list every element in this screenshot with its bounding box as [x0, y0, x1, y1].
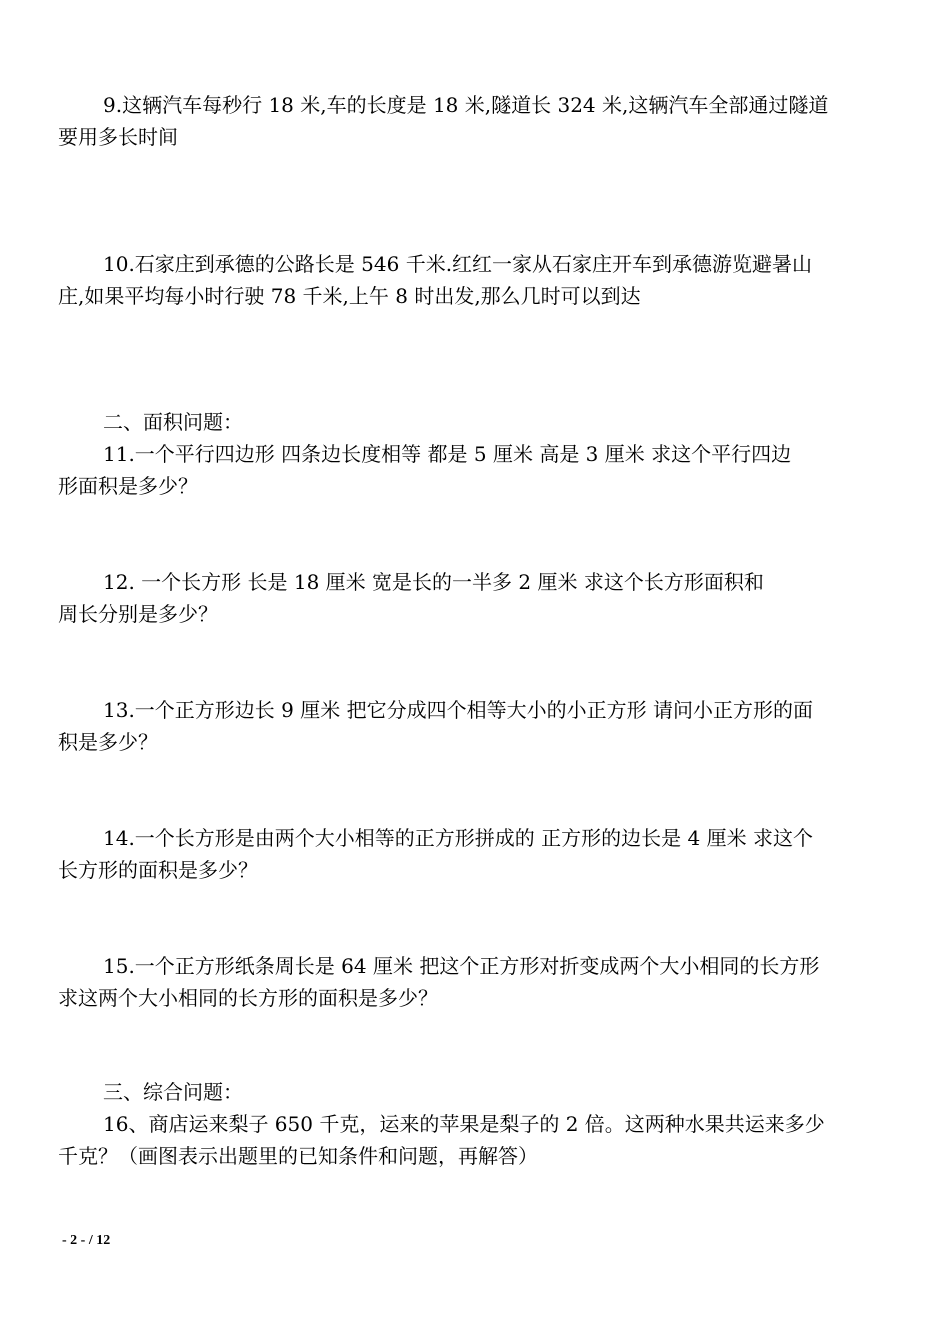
section-heading-area: 二、面积问题：	[103, 410, 243, 434]
question-9-line-1: 9.这辆汽车每秒行 18 米,车的长度是 18 米,隧道长 324 米,这辆汽车全部通过隧道	[103, 93, 829, 117]
question-10-line-1: 10.石家庄到承德的公路长是 546 千米.红红一家从石家庄开车到承德游览避暑山	[103, 252, 813, 276]
page-number: - 2 - / 12	[62, 1233, 111, 1248]
section-heading-combined: 三、综合问题：	[103, 1080, 243, 1104]
question-14-line-2: 长方形的面积是多少？	[58, 858, 258, 882]
question-15-line-1: 15.一个正方形纸条周长是 64 厘米 把这个正方形对折变成两个大小相同的长方形	[103, 954, 820, 978]
question-13-line-2: 积是多少？	[58, 730, 158, 754]
question-13-line-1: 13.一个正方形边长 9 厘米 把它分成四个相等大小的小正方形 请问小正方形的面	[103, 698, 813, 722]
question-11-line-1: 11.一个平行四边形 四条边长度相等 都是 5 厘米 高是 3 厘米 求这个平行四边	[103, 442, 792, 466]
question-12-line-2: 周长分别是多少？	[58, 602, 218, 626]
question-14-line-1: 14.一个长方形是由两个大小相等的正方形拼成的 正方形的边长是 4 厘米 求这个	[103, 826, 813, 850]
question-15-line-2: 求这两个大小相同的长方形的面积是多少？	[58, 986, 438, 1010]
question-10-line-2: 庄,如果平均每小时行驶 78 千米,上午 8 时出发,那么几时可以到达	[58, 284, 641, 308]
question-9-line-2: 要用多长时间	[58, 125, 178, 149]
question-16-line-2: 千克？（画图表示出题里的已知条件和问题，再解答）	[58, 1144, 538, 1168]
question-12-line-1: 12. 一个长方形 长是 18 厘米 宽是长的一半多 2 厘米 求这个长方形面积和	[103, 570, 764, 594]
question-11-line-2: 形面积是多少？	[58, 474, 198, 498]
question-16-line-1: 16、商店运来梨子 650 千克，运来的苹果是梨子的 2 倍。这两种水果共运来多少	[103, 1112, 825, 1136]
